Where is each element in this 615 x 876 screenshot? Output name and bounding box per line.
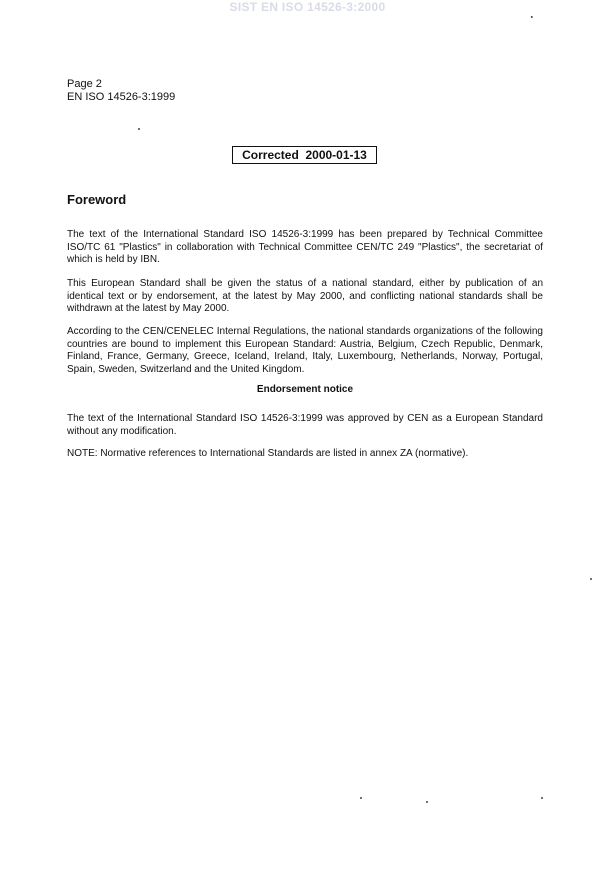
scan-speck — [138, 128, 140, 130]
foreword-paragraph-3: According to the CEN/CENELEC Internal Regulations, the national standards organizations of the following countries are bound to implement this European Standard: Austria, Belgium, Czech Republic, Denmark, Finland, France, Germany, Greece, Iceland, Ireland, Italy, Luxembourg, Netherlands, Norway, Portugal, Spain, Sweden, Switzerland and the United Kingdom. — [67, 326, 543, 375]
corrected-stamp: Corrected 2000-01-13 — [232, 146, 377, 164]
endorsement-heading: Endorsement notice — [256, 384, 354, 395]
page-label: Page 2 — [67, 78, 102, 90]
page-header — [67, 78, 175, 104]
foreword-heading: Foreword — [67, 192, 127, 207]
standard-reference: EN ISO 14526-3:1999 — [67, 91, 176, 103]
scan-speck — [426, 801, 428, 803]
scan-speck — [531, 16, 533, 18]
endorsement-text: The text of the International Standard ISO 14526-3:1999 was approved by CEN as a European Standard without any modification. — [67, 413, 543, 437]
foreword-paragraph-1: The text of the International Standard ISO 14526-3:1999 has been prepared by Technical Committee ISO/TC 61 "Plastics" in collaboration with Technical Committee CEN/TC 249 "Plastics", the secretariat of which is held by IBN. — [67, 229, 543, 265]
scan-speck — [541, 797, 543, 799]
scan-speck — [590, 578, 592, 580]
foreword-paragraph-2: This European Standard shall be given the status of a national standard, either by publication of an identical text or by endorsement, at the latest by May 2000, and conflicting national standards shall be withdrawn at the latest by May 2000. — [67, 278, 543, 314]
scan-speck — [360, 797, 362, 799]
normative-note: NOTE: Normative references to International Standards are listed in annex ZA (normative). — [67, 448, 469, 459]
watermark: SIST EN ISO 14526-3:2000 — [229, 0, 386, 14]
